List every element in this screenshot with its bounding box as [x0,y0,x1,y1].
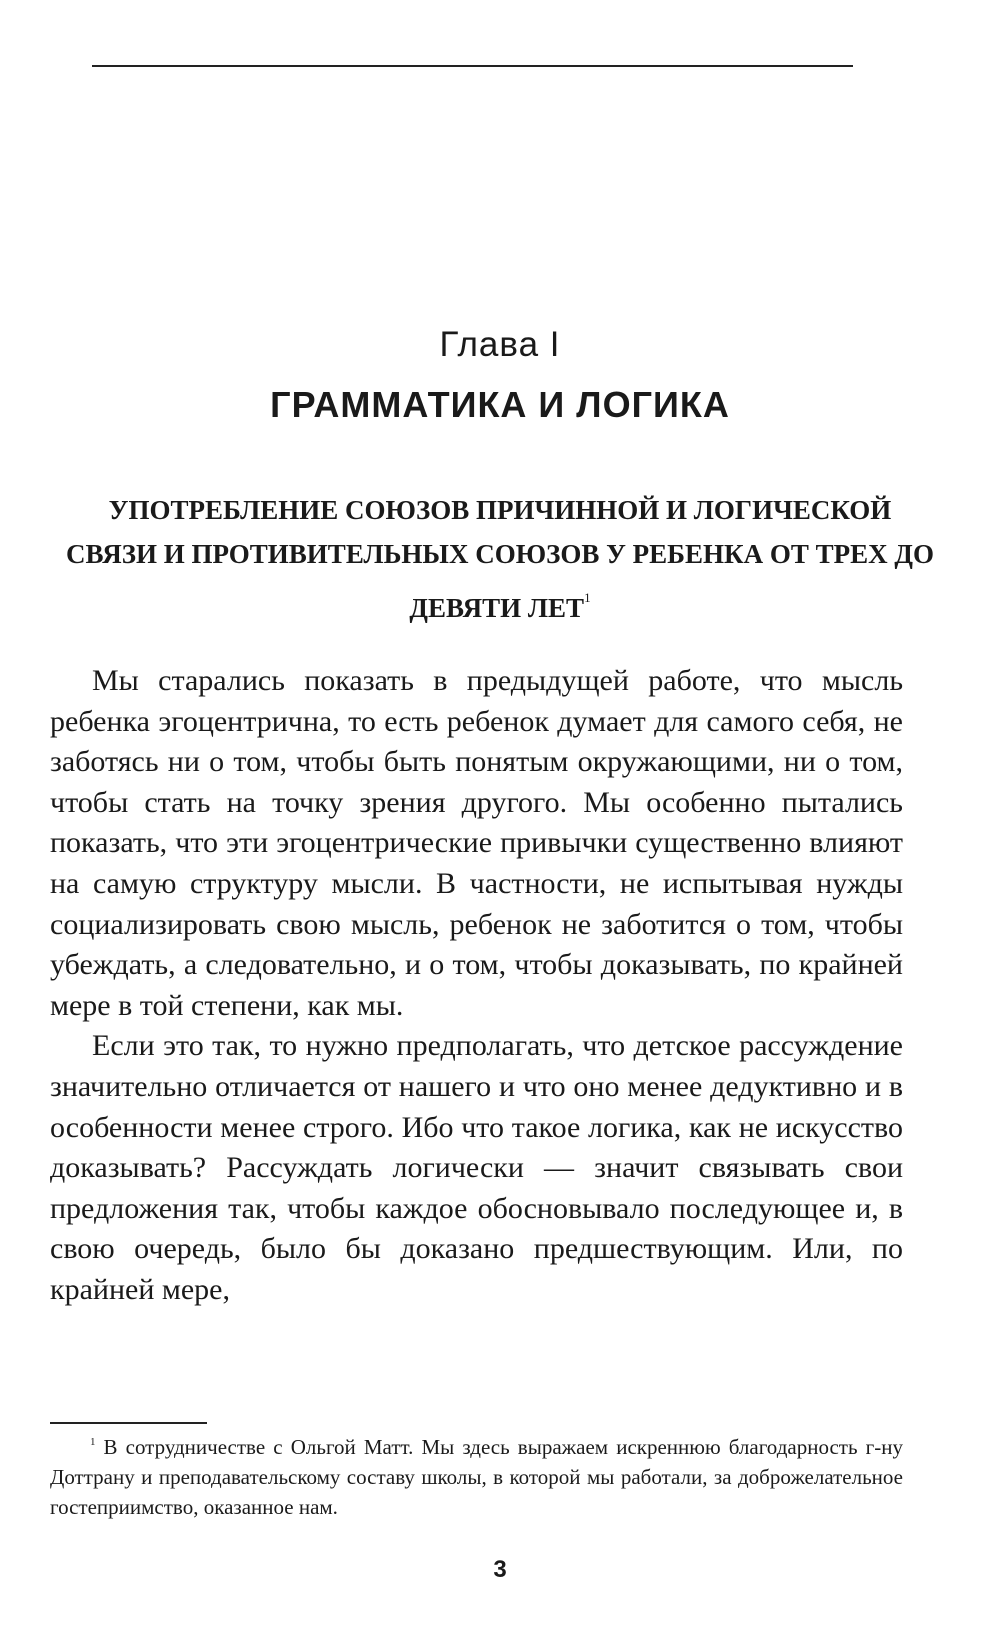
section-heading [60,488,940,630]
footnote-text: В сотрудничестве с Ольгой Матт. Мы здесь выражаем искреннюю благодарность г-ну Доттрану и преподавательскому составу школы, в которой мы работали, за доброжелательное гостеприимство, оказанное нам. [50,1435,903,1519]
section-heading-text: УПОТРЕБЛЕНИЕ СОЮЗОВ ПРИЧИННОЙ И ЛОГИЧЕСКОЙ СВЯЗИ И ПРОТИВИТЕЛЬНЫХ СОЮЗОВ У РЕБЕНКА ОТ ТРЕХ ДО ДЕВЯТИ ЛЕТ [66,495,934,623]
footnote-reference[interactable]: 1 [584,590,591,605]
chapter-title: ГРАММАТИКА И ЛОГИКА [270,384,730,425]
footnote [50,1427,903,1522]
body-text [50,661,903,1311]
footnote-marker: 1 [90,1436,96,1448]
footnote-rule [50,1422,207,1424]
page-number: 3 [493,1556,507,1583]
header-rule [92,65,853,67]
paragraph: Если это так, то нужно предполагать, что детское рассуждение значительно отличается от нашего и что оно менее дедуктивно и в особенности менее строго. Ибо что такое логика, как не искусство доказывать? Рассуждать логически — значит связывать свои предложения так, чтобы каждое обосновывало последующее и, в свою очередь, было бы доказано предшествующим. Или, по крайней мере, [50,1029,903,1306]
paragraph: Мы старались показать в предыдущей работе, что мысль ребенка эгоцентрична, то есть ребенок думает для самого себя, не заботясь ни о том, чтобы быть понятым окружающими, ни о том, чтобы стать на точку зрения другого. Мы особенно пытались показать, что эти эгоцентрические привычки существенно влияют на самую структуру мысли. В частности, не испытывая нужды социализировать свою мысль, ребенок не заботится о том, чтобы убеждать, а следовательно, и о том, чтобы доказывать, по крайней мере в той степени, как мы. [50,664,903,1022]
chapter-label: Глава I [439,325,561,364]
